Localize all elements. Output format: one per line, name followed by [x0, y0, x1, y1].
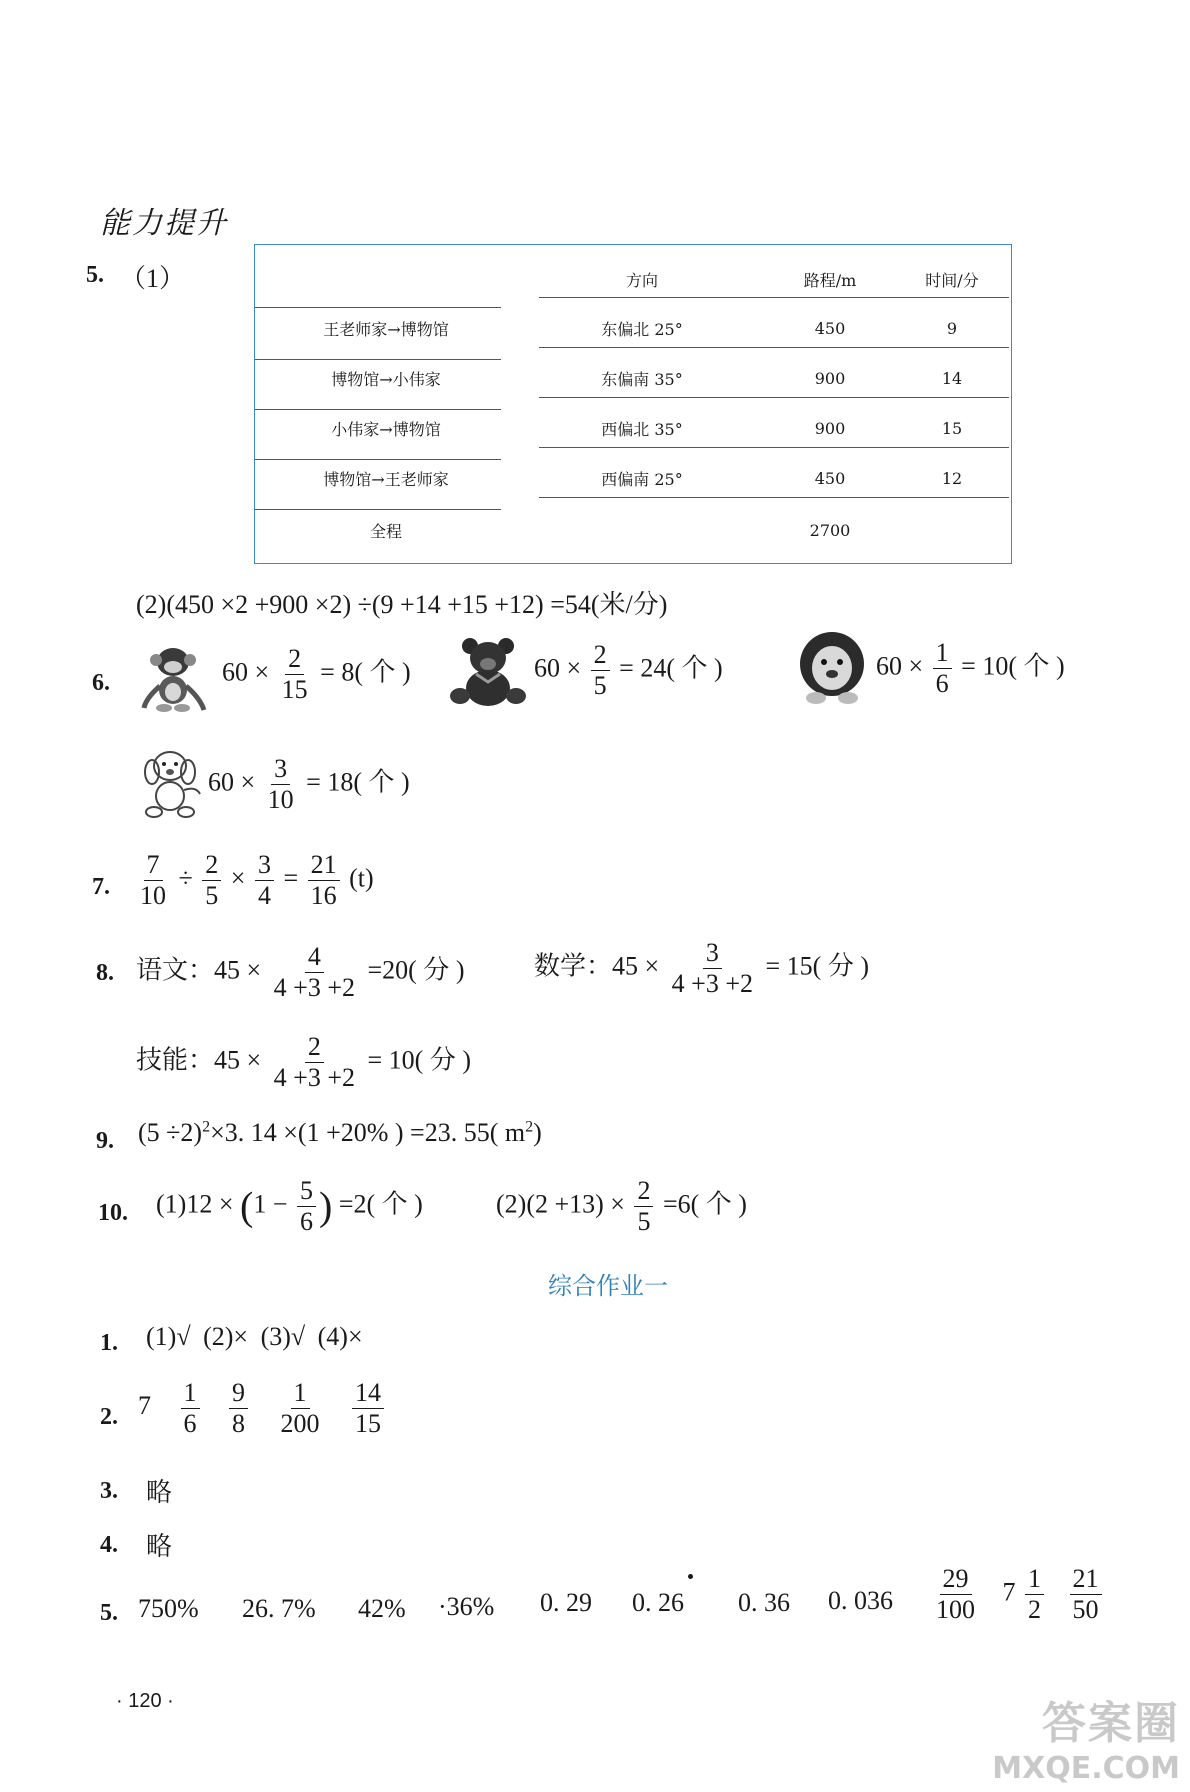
numerator: 2: [634, 1178, 653, 1207]
numerator: 3: [271, 756, 290, 785]
numerator: 1: [933, 640, 952, 669]
fraction: [202, 852, 221, 909]
numerator: 21: [308, 852, 340, 881]
denominator: 2: [1028, 1595, 1041, 1624]
operator: ÷: [178, 863, 193, 893]
table-cell: 450: [814, 468, 846, 488]
q10-text: 1 −: [253, 1189, 288, 1219]
numerator: 2: [591, 642, 610, 671]
section-title: 综合作业一: [548, 1272, 668, 1300]
q6-pre: 60 ×: [222, 657, 270, 687]
q6-item-puppy: [208, 756, 410, 813]
numerator: 4: [305, 944, 324, 973]
s5-value: 750%: [138, 1594, 199, 1623]
numerator: 3: [703, 940, 722, 969]
fraction: [591, 642, 610, 699]
q6-post: = 10( 个 ): [961, 651, 1065, 681]
denominator: 16: [310, 881, 337, 910]
s5-value: 0. 36: [738, 1588, 790, 1617]
fraction: [352, 1380, 384, 1437]
denominator: 8: [232, 1409, 245, 1438]
operator: ×: [230, 863, 246, 893]
unit: (t): [349, 863, 374, 893]
denominator: 100: [936, 1595, 975, 1624]
denominator: 4 +3 +2: [273, 1063, 355, 1092]
fraction: [1025, 1566, 1044, 1623]
exercise-number-1: 1.: [100, 1330, 118, 1356]
numerator: 29: [940, 1566, 972, 1595]
puppy-toy-icon: [136, 746, 206, 822]
watermark-line2: MXQE.COM: [992, 1751, 1180, 1786]
denominator: 10: [140, 881, 166, 910]
s5-value: 42%: [358, 1594, 406, 1623]
equals-sign: =: [283, 863, 299, 893]
s5-value: 0. 26: [632, 1588, 684, 1617]
table-divider: [539, 297, 1009, 298]
denominator: 6: [299, 1207, 313, 1236]
denominator: 10: [267, 785, 294, 814]
table-cell: 西偏南 25°: [601, 469, 683, 489]
s2-answers: [138, 1380, 387, 1437]
s5-value: 26. 7%: [242, 1594, 316, 1623]
q9-equation: [138, 1118, 542, 1148]
table-header-cell: 时间/分: [925, 270, 979, 290]
denominator: 5: [637, 1207, 651, 1236]
section-heading: 能力提升: [100, 206, 228, 241]
left-paren: (: [239, 1183, 254, 1229]
q10-part2: [496, 1178, 747, 1235]
s5-value: 0. 036: [828, 1586, 893, 1615]
denominator: 5: [593, 671, 607, 700]
table-cell: 450: [814, 318, 846, 338]
numerator: 1: [291, 1380, 310, 1409]
q8-skill-score: [136, 1034, 471, 1091]
exercise-number-5: 5.: [100, 1600, 118, 1626]
exponent: 2: [525, 1118, 534, 1136]
table-cell: 东偏南 35°: [601, 369, 683, 389]
numerator: 14: [352, 1380, 384, 1409]
denominator: 200: [280, 1409, 320, 1438]
question-number-7: 7.: [92, 874, 110, 900]
repeating-dot: [688, 1574, 693, 1579]
q6-post: = 24( 个 ): [619, 653, 723, 683]
table-header-cell: 路程/m: [803, 270, 857, 290]
fraction: [181, 1380, 200, 1437]
fraction: [933, 640, 952, 697]
question-number-5: 5.: [86, 262, 104, 288]
table-cell: 博物馆→小伟家: [331, 369, 441, 389]
question-number-8: 8.: [96, 960, 114, 986]
q9-part: ): [533, 1118, 542, 1147]
q8-post: = 15( 分 ): [765, 951, 869, 981]
q10-text: =6( 个 ): [662, 1189, 747, 1219]
q8-math-score: [534, 940, 869, 997]
numerator: 7: [144, 852, 163, 881]
q8-label: 技能：45 ×: [136, 1045, 262, 1075]
table-cell: 900: [814, 368, 846, 388]
s2-first: 7: [138, 1391, 151, 1421]
numerator: 2: [202, 852, 221, 881]
table-row: [255, 507, 1011, 553]
fraction: [278, 1380, 323, 1437]
table-cell: 900: [814, 418, 846, 438]
right-paren: ): [318, 1183, 333, 1229]
watermark: [992, 1687, 1180, 1786]
denominator: 6: [183, 1409, 197, 1438]
fraction: [271, 944, 358, 1001]
table-cell: 15: [941, 418, 963, 438]
table-cell: 2700: [809, 520, 851, 540]
denominator: 5: [205, 881, 219, 910]
s3-answer: 略: [146, 1478, 173, 1507]
q10-part1: [156, 1178, 423, 1235]
table-row: [255, 355, 1011, 401]
numerator: 1: [181, 1380, 200, 1409]
question-number-10: 10.: [98, 1200, 128, 1226]
fraction: [265, 756, 297, 813]
q8-post: =20( 分 ): [367, 955, 465, 985]
numerator: 1: [1025, 1566, 1044, 1595]
q6-item-bear: [534, 642, 723, 699]
q8-label: 语文：45 ×: [136, 955, 262, 985]
q8-label: 数学：45 ×: [534, 951, 660, 981]
question-number-9: 9.: [96, 1128, 114, 1154]
denominator: 4 +3 +2: [273, 973, 355, 1002]
s4-answer: 略: [146, 1532, 173, 1561]
q9-part: (5 ÷2): [138, 1118, 203, 1147]
q6-post: = 18( 个 ): [306, 767, 410, 797]
exercise-number-2: 2.: [100, 1404, 118, 1430]
table-cell: 14: [941, 368, 963, 388]
s5-value: ·36%: [438, 1592, 495, 1621]
table-cell: 9: [946, 318, 958, 338]
table-divider: [539, 497, 1009, 498]
lion-toy-icon: [794, 628, 870, 708]
route-table: [254, 244, 1012, 564]
q6-pre: 60 ×: [876, 651, 924, 681]
q5-part2-equation: (2)(450 ×2 +900 ×2) ÷(9 +14 +15 +12) =54(米/分): [136, 590, 668, 619]
q6-item-monkey: [222, 646, 411, 703]
fraction: [669, 940, 756, 997]
table-divider: [539, 347, 1009, 348]
fraction: [279, 646, 311, 703]
denominator: 15: [355, 1409, 381, 1438]
exercise-number-4: 4.: [100, 1532, 118, 1558]
numerator: 3: [255, 852, 274, 881]
question-number-6: 6.: [92, 670, 110, 696]
q6-post: = 8( 个 ): [320, 657, 411, 687]
q5-part1-label: （1）: [120, 264, 186, 293]
teddy-bear-icon: [448, 632, 530, 712]
q9-part: ×3. 14 ×(1 +20% ) =23. 55( m: [210, 1118, 526, 1147]
denominator: 15: [281, 675, 308, 704]
fraction: [271, 1034, 358, 1091]
numerator: 21: [1070, 1566, 1102, 1595]
exponent: 2: [202, 1118, 211, 1136]
q7-equation: [134, 852, 374, 909]
page-number: · 120 ·: [116, 1690, 174, 1712]
table-row: [255, 305, 1011, 351]
denominator: 4 +3 +2: [671, 969, 753, 998]
table-divider: [539, 447, 1009, 448]
q6-pre: 60 ×: [534, 653, 582, 683]
numerator: 2: [305, 1034, 324, 1063]
watermark-line1: 答案圈: [1042, 1698, 1180, 1749]
denominator: 4: [257, 881, 271, 910]
fraction: [933, 1566, 978, 1623]
table-cell: 全程: [369, 521, 402, 541]
table-cell: 小伟家→博物馆: [331, 419, 441, 439]
table-cell: 王老师家→博物馆: [323, 319, 449, 339]
denominator: 6: [935, 669, 949, 698]
s5-fractions: [930, 1566, 1105, 1623]
q8-post: = 10( 分 ): [367, 1045, 471, 1075]
q6-item-lion: [876, 640, 1065, 697]
q10-text: (1)12 ×: [156, 1189, 234, 1219]
table-row: [255, 455, 1011, 501]
table-header-row: [255, 257, 1011, 301]
numerator: 2: [285, 646, 304, 675]
mixed-whole: 7: [1002, 1577, 1016, 1607]
s5-value: 0. 29: [540, 1588, 592, 1617]
table-cell: 博物馆→王老师家: [323, 469, 449, 489]
q10-text: =2( 个 ): [338, 1189, 423, 1219]
fraction: [255, 852, 274, 909]
fraction: [137, 852, 169, 909]
table-divider: [539, 397, 1009, 398]
q10-text: (2)(2 +13) ×: [496, 1189, 625, 1219]
table-cell: 东偏北 25°: [601, 319, 683, 339]
exercise-number-3: 3.: [100, 1478, 118, 1504]
table-header-cell: 方向: [625, 270, 658, 290]
fraction: [634, 1178, 653, 1235]
monkey-toy-icon: [134, 638, 212, 716]
fraction: [229, 1380, 248, 1437]
s1-answers: (1)√ (2)× (3)√ (4)×: [146, 1322, 363, 1351]
q6-pre: 60 ×: [208, 767, 256, 797]
denominator: 50: [1072, 1595, 1099, 1624]
fraction: [308, 852, 340, 909]
table-cell: 西偏北 35°: [601, 419, 683, 439]
table-cell: 12: [941, 468, 963, 488]
numerator: 9: [229, 1380, 248, 1409]
numerator: 5: [297, 1178, 316, 1207]
fraction: [1070, 1566, 1102, 1623]
table-row: [255, 405, 1011, 451]
fraction: [297, 1178, 316, 1235]
q8-chinese-score: [136, 944, 464, 1001]
